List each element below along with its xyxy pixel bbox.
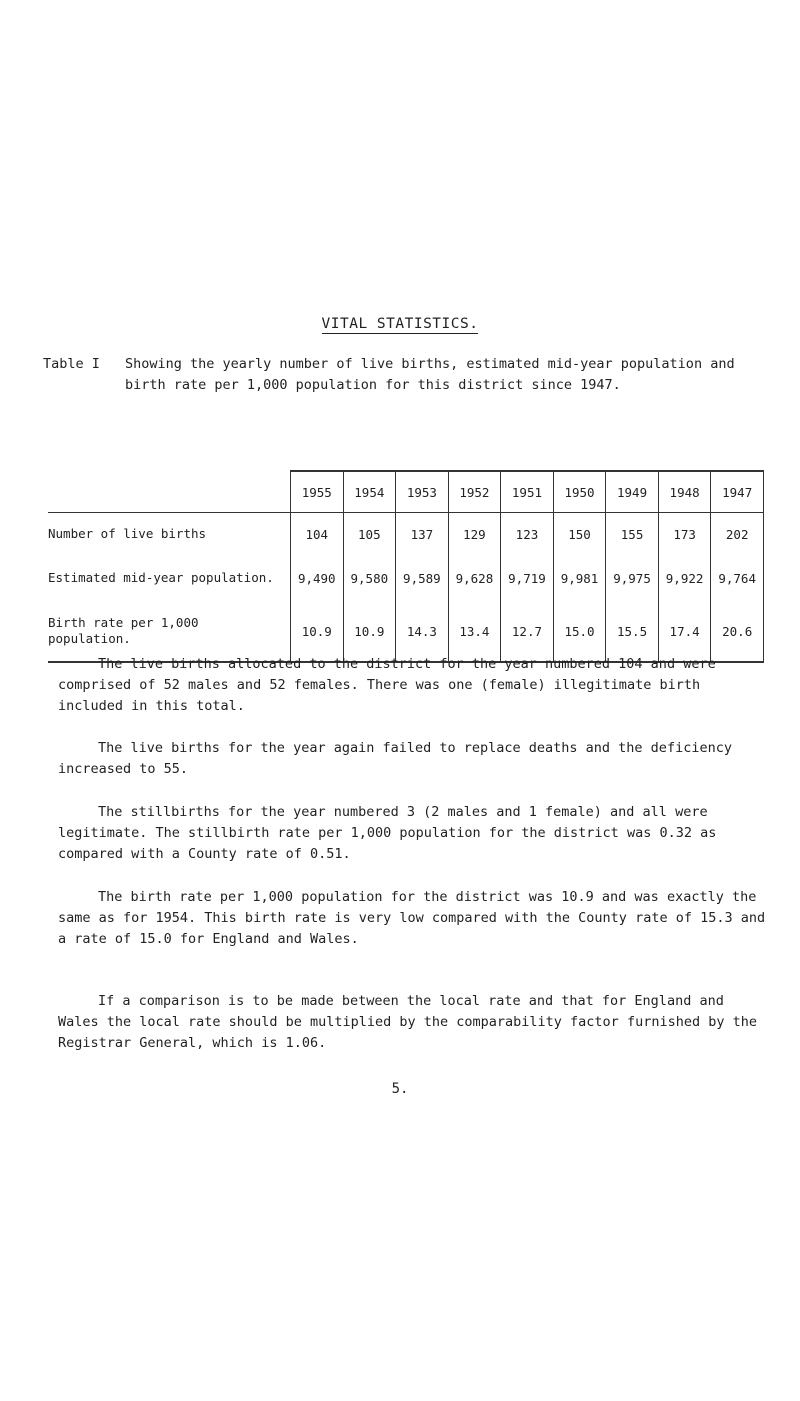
table-cell: 202 xyxy=(711,513,764,556)
table-cell: 155 xyxy=(606,513,659,556)
year-header: 1947 xyxy=(711,471,764,513)
paragraph-comparability xyxy=(58,991,768,1054)
table-cell: 9,490 xyxy=(291,555,344,601)
paragraph-text: The live births allocated to the district for the year numbered 104 and were comprised of 52 males and 52 females. There was one (female) illegitimate birth included in this total. xyxy=(58,656,716,714)
table-caption-text: Showing the yearly number of live births, estimated mid-year population and birth rate per 1,000 population for this district since 1947. xyxy=(125,356,735,393)
year-header: 1955 xyxy=(291,471,344,513)
table-cell: 14.3 xyxy=(396,601,449,662)
year-header: 1953 xyxy=(396,471,449,513)
table-cell: 15.5 xyxy=(606,601,659,662)
row-label: Estimated mid-year population. xyxy=(48,555,291,601)
table-corner-cell xyxy=(48,471,291,513)
table-row-birth-rate xyxy=(48,601,764,662)
table-caption-label: Table I xyxy=(43,356,100,372)
table-cell: 13.4 xyxy=(448,601,501,662)
row-label: Number of live births xyxy=(48,513,291,556)
table-cell: 9,981 xyxy=(553,555,606,601)
table-cell: 9,628 xyxy=(448,555,501,601)
paragraph-text: The live births for the year again failed to replace deaths and the deficiency increased to 55. xyxy=(58,740,732,777)
table-cell: 9,764 xyxy=(711,555,764,601)
year-header: 1948 xyxy=(658,471,711,513)
table-cell: 10.9 xyxy=(291,601,344,662)
paragraph-text: The stillbirths for the year numbered 3 (2 males and 1 female) and all were legitimate. The stillbirth rate per 1,000 population for the district was 0.32 as compared with a County rate of 0.51. xyxy=(58,804,717,862)
table-cell: 9,975 xyxy=(606,555,659,601)
year-header: 1950 xyxy=(553,471,606,513)
table-cell: 129 xyxy=(448,513,501,556)
page-number: 5. xyxy=(391,1081,409,1097)
table-cell: 9,922 xyxy=(658,555,711,601)
vital-statistics-table xyxy=(48,470,764,663)
paragraph-text: If a comparison is to be made between the local rate and that for England and Wales the local rate should be multiplied by the comparability factor furnished by the Registrar General, which is 1.06. xyxy=(58,993,757,1051)
table-cell: 9,589 xyxy=(396,555,449,601)
table-cell: 137 xyxy=(396,513,449,556)
paragraph-stillbirths xyxy=(58,802,768,865)
table-header-row xyxy=(48,471,764,513)
table-cell: 104 xyxy=(291,513,344,556)
table-cell: 10.9 xyxy=(343,601,396,662)
year-header: 1954 xyxy=(343,471,396,513)
row-label: Birth rate per 1,000 population. xyxy=(48,601,291,662)
page-title-text: VITAL STATISTICS. xyxy=(321,316,479,332)
year-header: 1949 xyxy=(606,471,659,513)
paragraph-live-births xyxy=(58,654,768,717)
table-cell: 150 xyxy=(553,513,606,556)
table-cell: 15.0 xyxy=(553,601,606,662)
paragraph-birth-rate xyxy=(58,887,768,950)
paragraph-deficiency xyxy=(58,738,768,780)
paragraph-text: The birth rate per 1,000 population for the district was 10.9 and was exactly the same as for 1954. This birth rate is very low compared with the County rate of 15.3 and a rate of 15.0 for England and Wales. xyxy=(58,889,766,947)
table-cell: 123 xyxy=(501,513,554,556)
year-header: 1951 xyxy=(501,471,554,513)
table-row-live-births xyxy=(48,513,764,556)
table-cell: 105 xyxy=(343,513,396,556)
table-caption xyxy=(43,354,763,396)
table-cell: 12.7 xyxy=(501,601,554,662)
table-cell: 17.4 xyxy=(658,601,711,662)
table-row-population xyxy=(48,555,764,601)
page-title xyxy=(0,316,800,332)
table-cell: 9,719 xyxy=(501,555,554,601)
table-cell: 173 xyxy=(658,513,711,556)
year-header: 1952 xyxy=(448,471,501,513)
table-cell: 9,580 xyxy=(343,555,396,601)
table-cell: 20.6 xyxy=(711,601,764,662)
